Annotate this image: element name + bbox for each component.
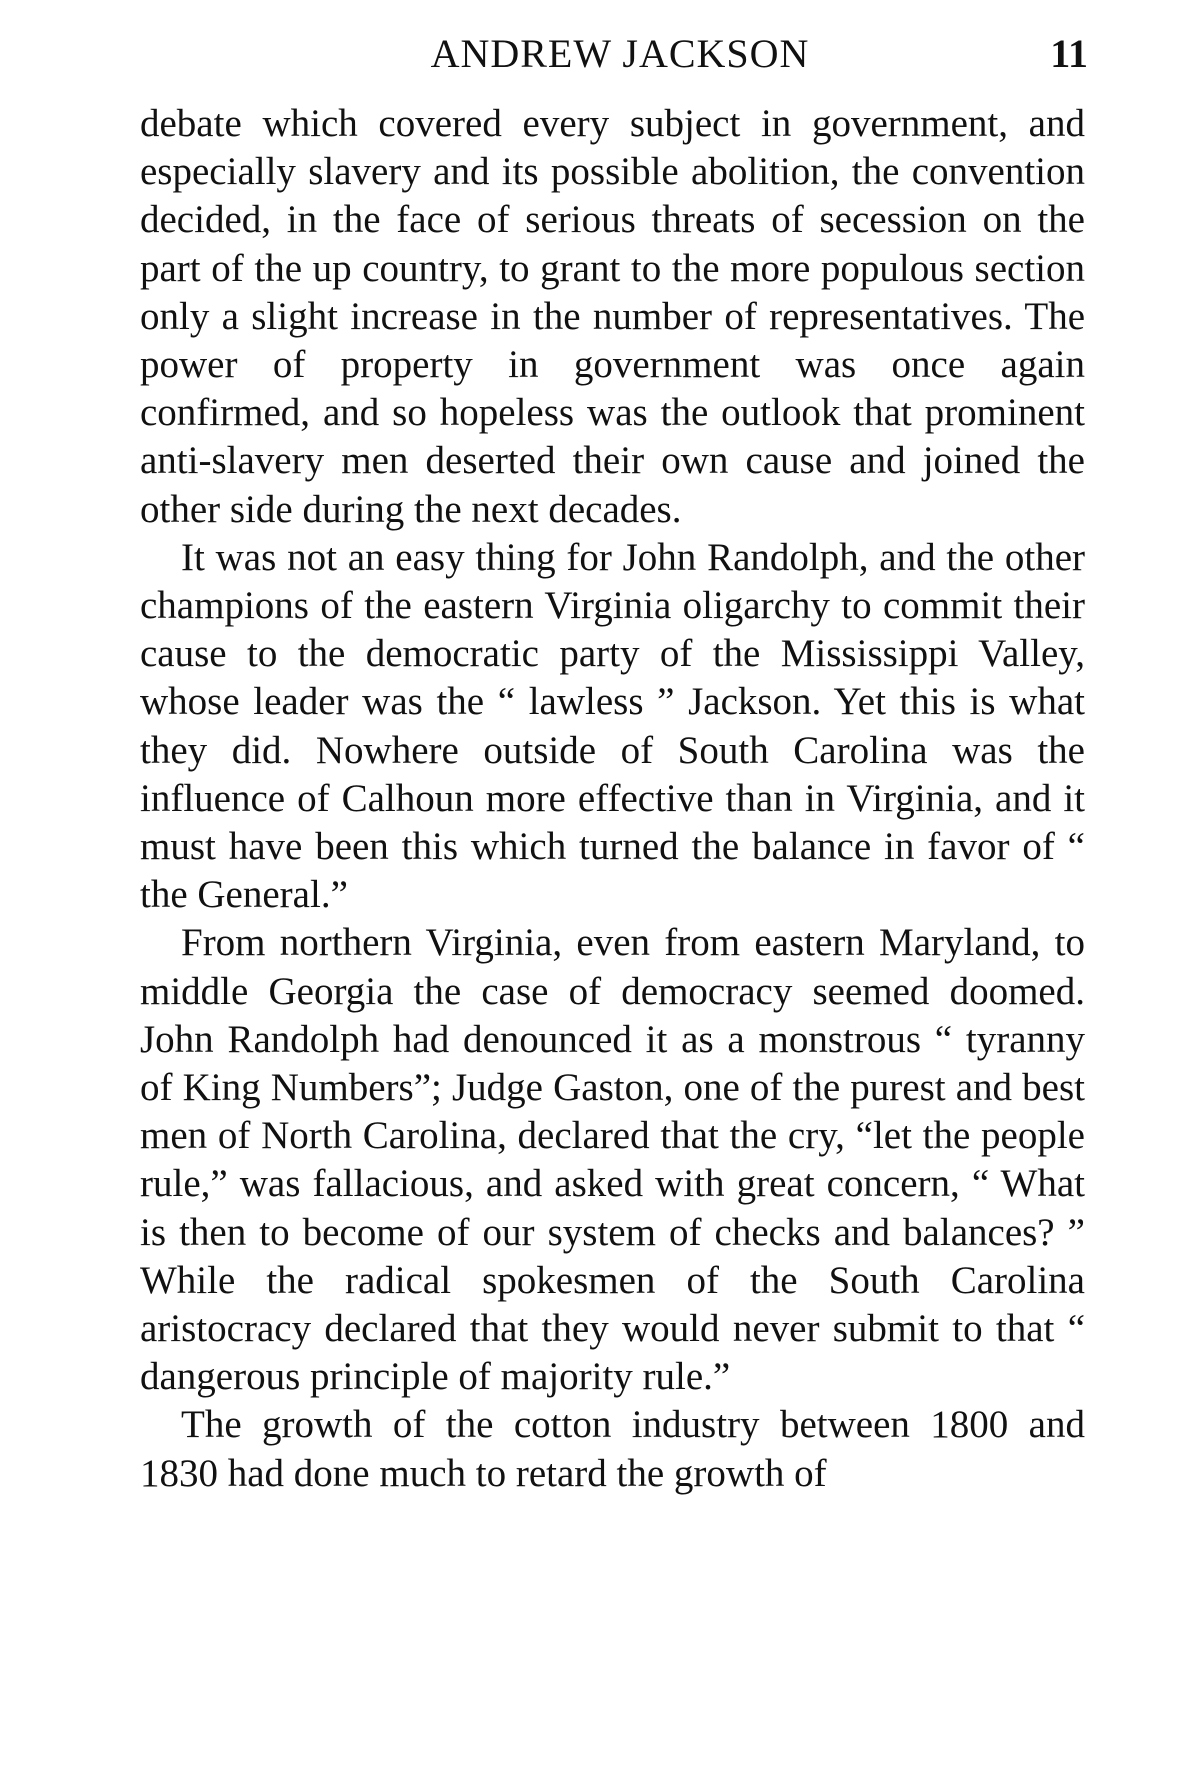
paragraph-continued: debate which covered every subject in government, and especially slavery and its possible abolition, the convention decided, in the face of serious threats of secession on the part of the up country, to grant to the more populous section only a slight increase in the number of representatives. The power of property in government was once again confirmed, and so hopeless was the outlook that prominent anti-slavery men deserted their own cause and joined the other side during the next decades. <box>140 102 1085 531</box>
page-number: 11 <box>1050 31 1088 76</box>
body-text <box>140 100 1085 1498</box>
paragraph-democracy-doomed: From northern Virginia, even from eastern Maryland, to middle Georgia the case of democracy seemed doomed. John Randolph had denounced it as a monstrous “ tyranny of King Numbers”; Judge Gaston, one of the purest and best men of North Carolina, declared that the cry, “let the people rule,” was fallacious, and asked with great concern, “ What is then to become of our system of checks and balances? ” While the radical spokesmen of the South Carolina aristocracy declared that they would never submit to that “ dangerous principle of majority rule.” <box>140 921 1085 1399</box>
running-title: ANDREW JACKSON <box>430 31 810 76</box>
paragraph-cotton-industry: The growth of the cotton industry between 1800 and 1830 had done much to retard the growth of <box>140 1403 1085 1495</box>
page-header <box>140 28 1100 80</box>
paragraph-randolph: It was not an easy thing for John Randolph, and the other champions of the eastern Virginia oligarchy to commit their cause to the democratic party of the Mississippi Valley, whose leader was the “ lawless ” Jackson. Yet this is what they did. Nowhere outside of South Carolina was the influence of Calhoun more effective than in Virginia, and it must have been this which turned the balance in favor of “ the General.” <box>140 535 1085 917</box>
